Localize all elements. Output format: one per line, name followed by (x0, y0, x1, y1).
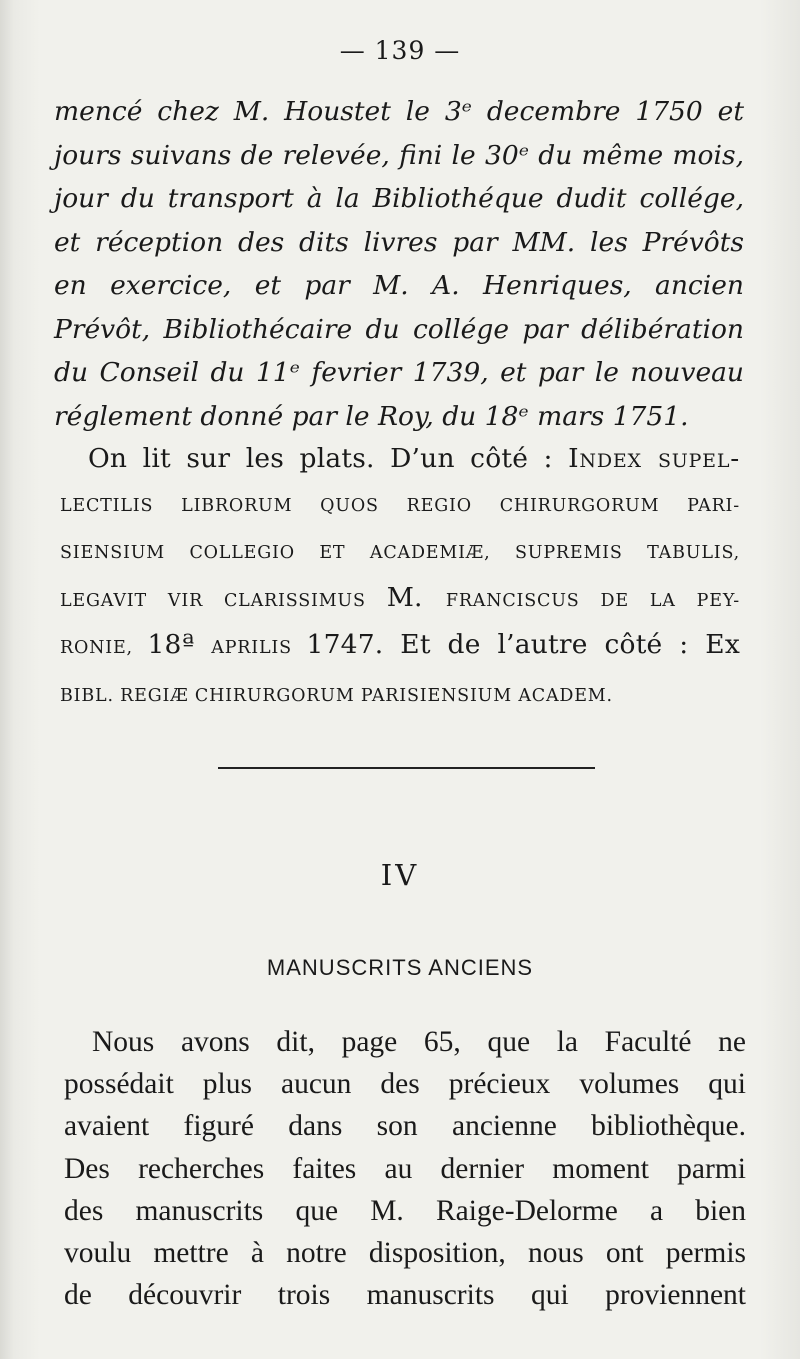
text-line (60, 576, 740, 624)
text-line: du Conseil du 11ᵉ fevrier 1739, et par le nouveau (54, 357, 744, 388)
text-line: mencé chez M. Houstet le 3ᵉ decembre 1750 et (54, 96, 744, 127)
text-line (60, 437, 740, 481)
text-line (60, 481, 740, 529)
text-line: de découvrir trois manuscrits qui proviennent (64, 1279, 746, 1312)
text-line: en exercice, et par M. A. Henriques, ancien (54, 270, 744, 301)
text-line: avaient figuré dans son ancienne bibliothèque. (64, 1110, 746, 1143)
text-line: des manuscrits que M. Raige-Delorme a bien (64, 1194, 746, 1227)
small-caps-run: RONIE, (60, 638, 148, 658)
text-run: M. (386, 581, 446, 613)
text-line: jours suivans de relevée, fini le 30ᵉ du même mois, (54, 139, 744, 171)
text-run: 18ª (147, 629, 212, 660)
small-caps-run: LEGAVIT VIR CLARISSIMUS (60, 590, 387, 611)
small-caps-run: APRILIS (211, 638, 307, 658)
text-line: Nous avons dit, page 65, que la Faculté ne (92, 1026, 746, 1058)
section-title: MANUSCRITS ANCIENS (266, 955, 534, 980)
text-line: voulu mettre à notre disposition, nous ont permis (64, 1237, 746, 1270)
small-caps-run: Index supel- (568, 443, 740, 474)
text-line (60, 623, 740, 671)
text-run: On lit sur les plats. D’un côté : (88, 443, 569, 474)
section-number: IV (380, 858, 420, 892)
small-caps-run: FRANCISCUS DE LA PEY- (445, 590, 740, 611)
text-line: jour du transport à la Bibliothéque dudit collége, (54, 183, 744, 214)
text-line: et réception des dits livres par MM. les Prévôts (54, 226, 744, 258)
text-line (60, 528, 740, 576)
text-line: possédait plus aucun des précieux volumes qui (64, 1068, 746, 1101)
body-paragraph (64, 1021, 746, 1316)
section-divider (218, 767, 595, 769)
plats-paragraph (60, 437, 740, 718)
text-line: réglement donné par le Roy, du 18ᵉ mars 1751. (54, 400, 689, 432)
small-caps-run: SIENSIUM COLLEGIO ET ACADEMIÆ, SUPREMIS TABULIS, (60, 543, 740, 563)
text-line: Des recherches faites au dernier moment parmi (64, 1152, 746, 1185)
small-caps-run: BIBL. REGIÆ CHIRURGORUM PARISIENSIUM ACADEM. (60, 685, 613, 706)
small-caps-run: LECTILIS LIBRORUM QUOS REGIO CHIRURGORUM PARI- (60, 495, 740, 516)
page-number: — 139 — (339, 36, 461, 65)
text-line (60, 671, 740, 719)
text-line: Prévôt, Bibliothécaire du collége par délibération (54, 313, 744, 345)
italic-paragraph (54, 90, 744, 438)
text-run: 1747. Et de l’autre côté : Ex (306, 629, 740, 660)
